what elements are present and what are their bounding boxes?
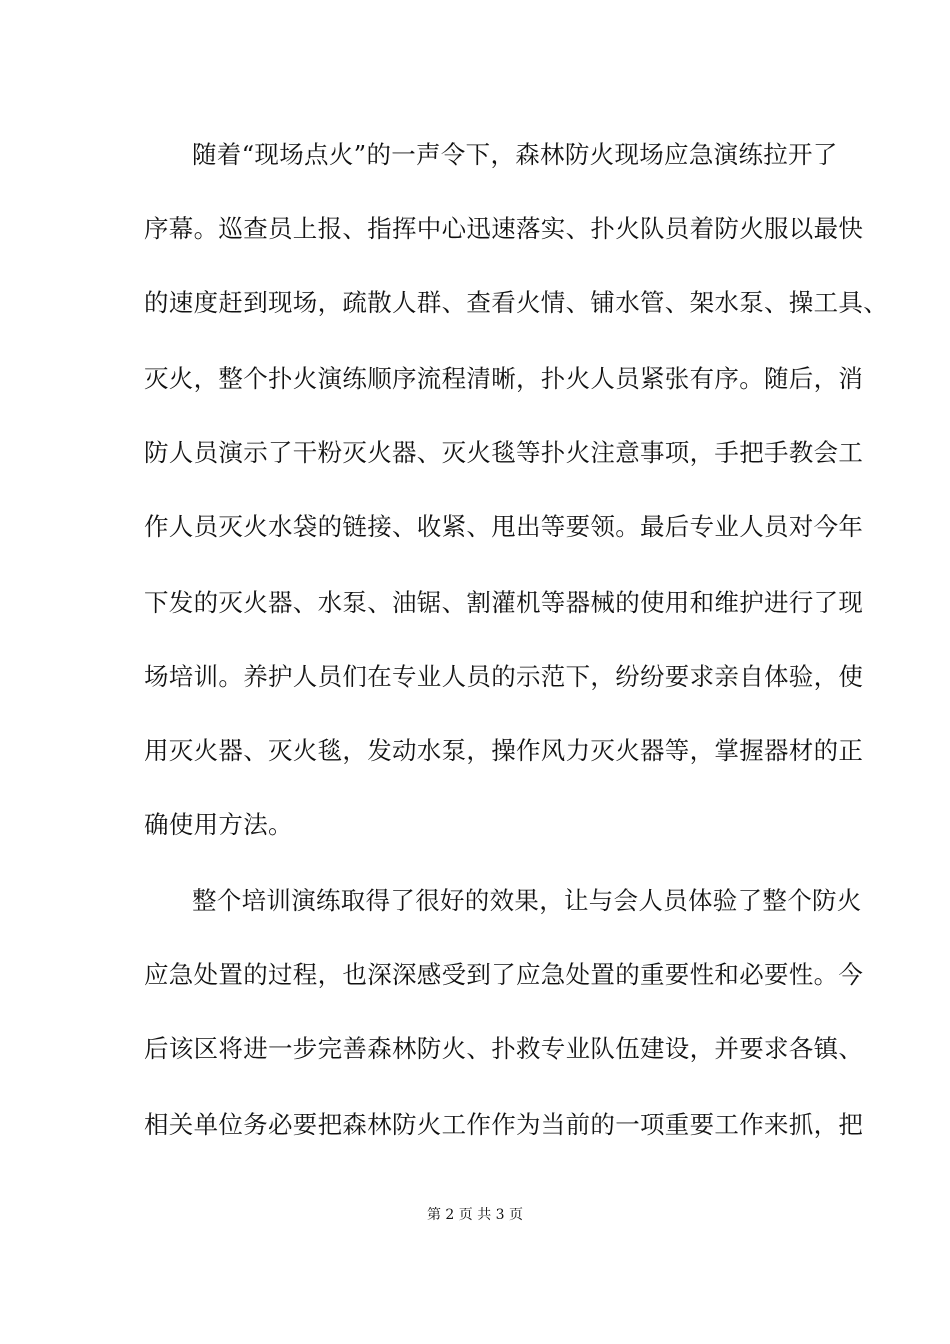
paragraph-2-line-4: 相关单位务必要把森林防火工作作为当前的一项重要工作来抓，把 — [144, 1110, 864, 1139]
paragraph-1-line-4: 灭火，整个扑火演练顺序流程清晰，扑火人员紧张有序。随后，消 — [144, 364, 864, 393]
paragraph-1-line-8: 场培训。养护人员们在专业人员的示范下，纷纷要求亲自体验，使 — [144, 662, 864, 691]
paragraph-1-line-10: 确使用方法。 — [144, 810, 293, 839]
page-number-footer: 第 2 页 共 3 页 — [426, 1207, 524, 1223]
paragraph-1-line-2: 序幕。巡查员上报、指挥中心迅速落实、扑火队员着防火服以最快 — [144, 214, 864, 243]
paragraph-2-line-1: 整个培训演练取得了很好的效果，让与会人员体验了整个防火 — [192, 886, 862, 915]
paragraph-1-line-3: 的速度赶到现场，疏散人群、查看火情、铺水管、架水泵、操工具、 — [144, 288, 888, 317]
paragraph-1-line-1: 随着“现场点火”的一声令下，森林防火现场应急演练拉开了 — [192, 140, 838, 169]
paragraph-1-line-6: 作人员灭火水袋的链接、收紧、甩出等要领。最后专业人员对今年 — [144, 512, 864, 541]
paragraph-2-line-3: 后该区将进一步完善森林防火、扑救专业队伍建设，并要求各镇、 — [144, 1034, 864, 1063]
paragraph-1-line-7: 下发的灭火器、水泵、油锯、割灌机等器械的使用和维护进行了现 — [144, 588, 864, 617]
paragraph-2-line-2: 应急处置的过程，也深深感受到了应急处置的重要性和必要性。今 — [144, 960, 864, 989]
paragraph-1-line-9: 用灭火器、灭火毯，发动水泵，操作风力灭火器等，掌握器材的正 — [144, 736, 864, 765]
paragraph-1-line-5: 防人员演示了干粉灭火器、灭火毯等扑火注意事项，手把手教会工 — [144, 438, 864, 467]
